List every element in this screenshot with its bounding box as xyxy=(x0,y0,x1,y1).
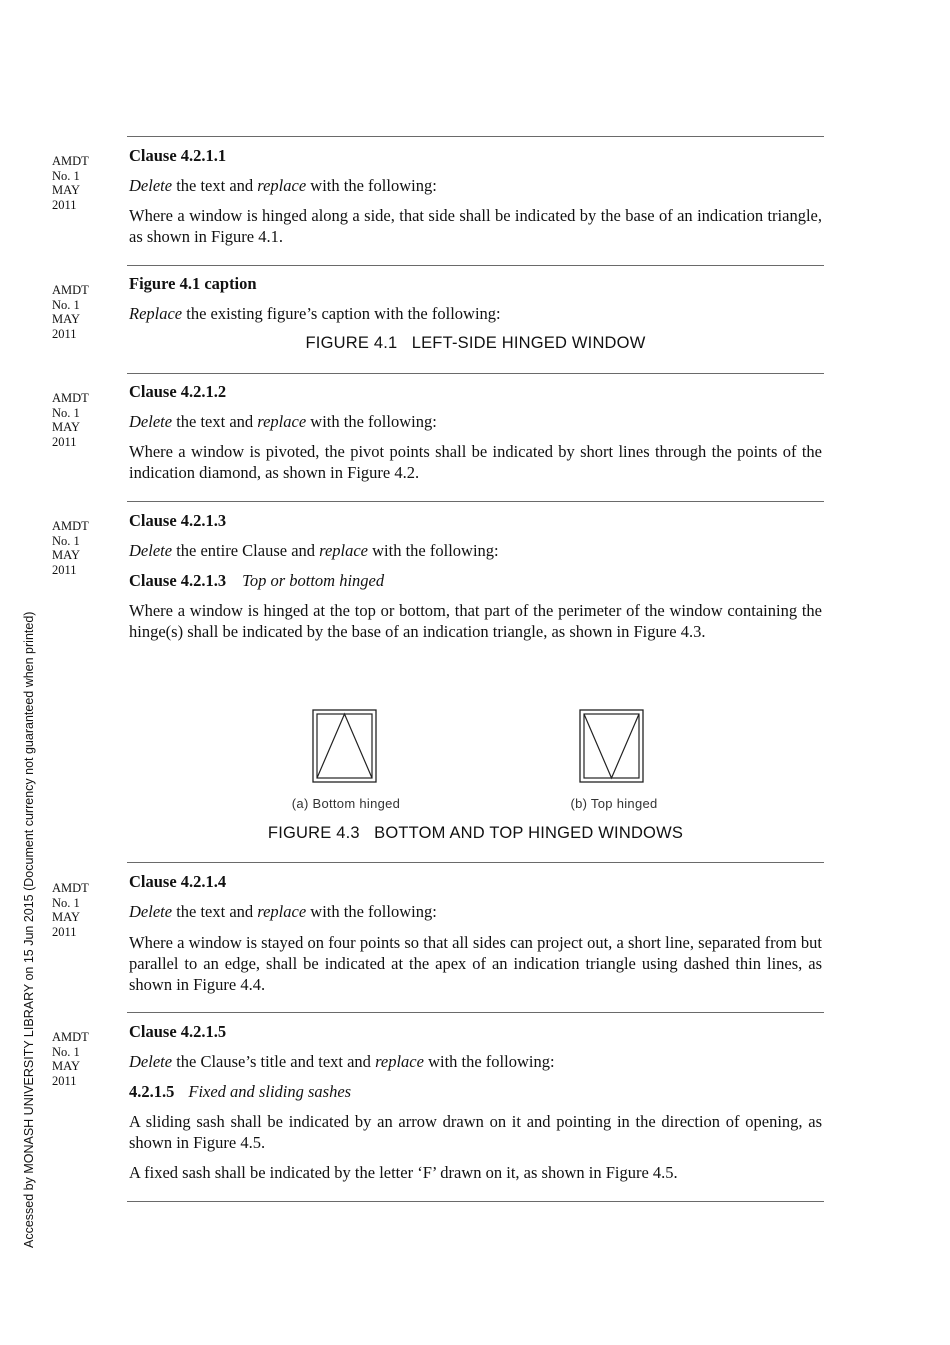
figure-label-top-hinged: (b) Top hinged xyxy=(570,796,658,811)
amendment-note: AMDT No. 1 MAY 2011 xyxy=(52,154,89,212)
figure-label-bottom-hinged: (a) Bottom hinged xyxy=(291,796,401,811)
clause-4-2-1-3-body: Where a window is hinged at the top or bottom, that part of the perimeter of the window containing the hinge(s) shall be indicated by the base of an indication triangle, as shown in Figure 4.3. xyxy=(129,601,822,641)
clause-4-2-1-3-subtitle: Clause 4.2.1.3 Top or bottom hinged xyxy=(129,571,385,590)
clause-4-2-1-5-body-2: A fixed sash shall be indicated by the letter ‘F’ drawn on it, as shown in Figure 4.5. xyxy=(129,1163,678,1182)
amendment-note: AMDT No. 1 MAY 2011 xyxy=(52,283,89,341)
clause-4-2-1-5-subtitle: 4.2.1.5 Fixed and sliding sashes xyxy=(129,1082,352,1101)
clause-4-2-1-5-instruction: Delete the Clause’s title and text and replace with the following: xyxy=(129,1052,555,1071)
access-watermark: Accessed by MONASH UNIVERSITY LIBRARY on 15 Jun 2015 (Document currency not guaranteed when printed) xyxy=(22,611,36,1248)
clause-4-2-1-1-title: Clause 4.2.1.1 xyxy=(129,146,227,165)
clause-4-2-1-3-instruction: Delete the entire Clause and replace with the following: xyxy=(129,541,499,560)
figure-4-1-caption-instruction: Replace the existing figure’s caption with the following: xyxy=(129,304,501,323)
clause-4-2-1-5-title: Clause 4.2.1.5 xyxy=(129,1022,227,1041)
figure-4-1-caption: FIGURE 4.1 LEFT-SIDE HINGED WINDOW xyxy=(305,334,646,352)
amendment-note: AMDT No. 1 MAY 2011 xyxy=(52,881,89,939)
clause-4-2-1-5-body: A sliding sash shall be indicated by an arrow drawn on it and pointing in the direction of opening, as shown in Figure 4.5. xyxy=(129,1112,822,1152)
clause-4-2-1-1-instruction: Delete the text and replace with the following: xyxy=(129,176,437,195)
divider xyxy=(127,501,824,502)
amendment-note: AMDT No. 1 MAY 2011 xyxy=(52,391,89,449)
bottom-hinged-window-icon xyxy=(312,709,378,784)
clause-4-2-1-3-title: Clause 4.2.1.3 xyxy=(129,511,227,530)
clause-4-2-1-4-body: Where a window is stayed on four points so that all sides can project out, a short line, separated from but parallel to an edge, shall be indicated at the apex of an indication triangle using dashed thin lines, as shown in Figure 4.4. xyxy=(129,933,822,994)
top-hinged-window-icon xyxy=(579,709,645,784)
clause-4-2-1-2-title: Clause 4.2.1.2 xyxy=(129,382,227,401)
clause-4-2-1-1-body: Where a window is hinged along a side, that side shall be indicated by the base of an indication triangle, as shown in Figure 4.1. xyxy=(129,206,822,246)
divider xyxy=(127,862,824,863)
clause-4-2-1-4-title: Clause 4.2.1.4 xyxy=(129,872,227,891)
figure-4-1-caption-title: Figure 4.1 caption xyxy=(129,274,257,293)
clause-4-2-1-4-instruction: Delete the text and replace with the following: xyxy=(129,902,437,921)
divider xyxy=(127,373,824,374)
divider xyxy=(127,265,824,266)
clause-4-2-1-2-body: Where a window is pivoted, the pivot points shall be indicated by short lines through the points of the indication diamond, as shown in Figure 4.2. xyxy=(129,442,822,482)
divider xyxy=(127,1012,824,1013)
amendment-note: AMDT No. 1 MAY 2011 xyxy=(52,519,89,577)
figure-4-3-caption: FIGURE 4.3 BOTTOM AND TOP HINGED WINDOWS xyxy=(267,824,684,842)
amendment-note: AMDT No. 1 MAY 2011 xyxy=(52,1030,89,1088)
divider xyxy=(127,136,824,137)
clause-4-2-1-2-instruction: Delete the text and replace with the following: xyxy=(129,412,437,431)
divider xyxy=(127,1201,824,1202)
